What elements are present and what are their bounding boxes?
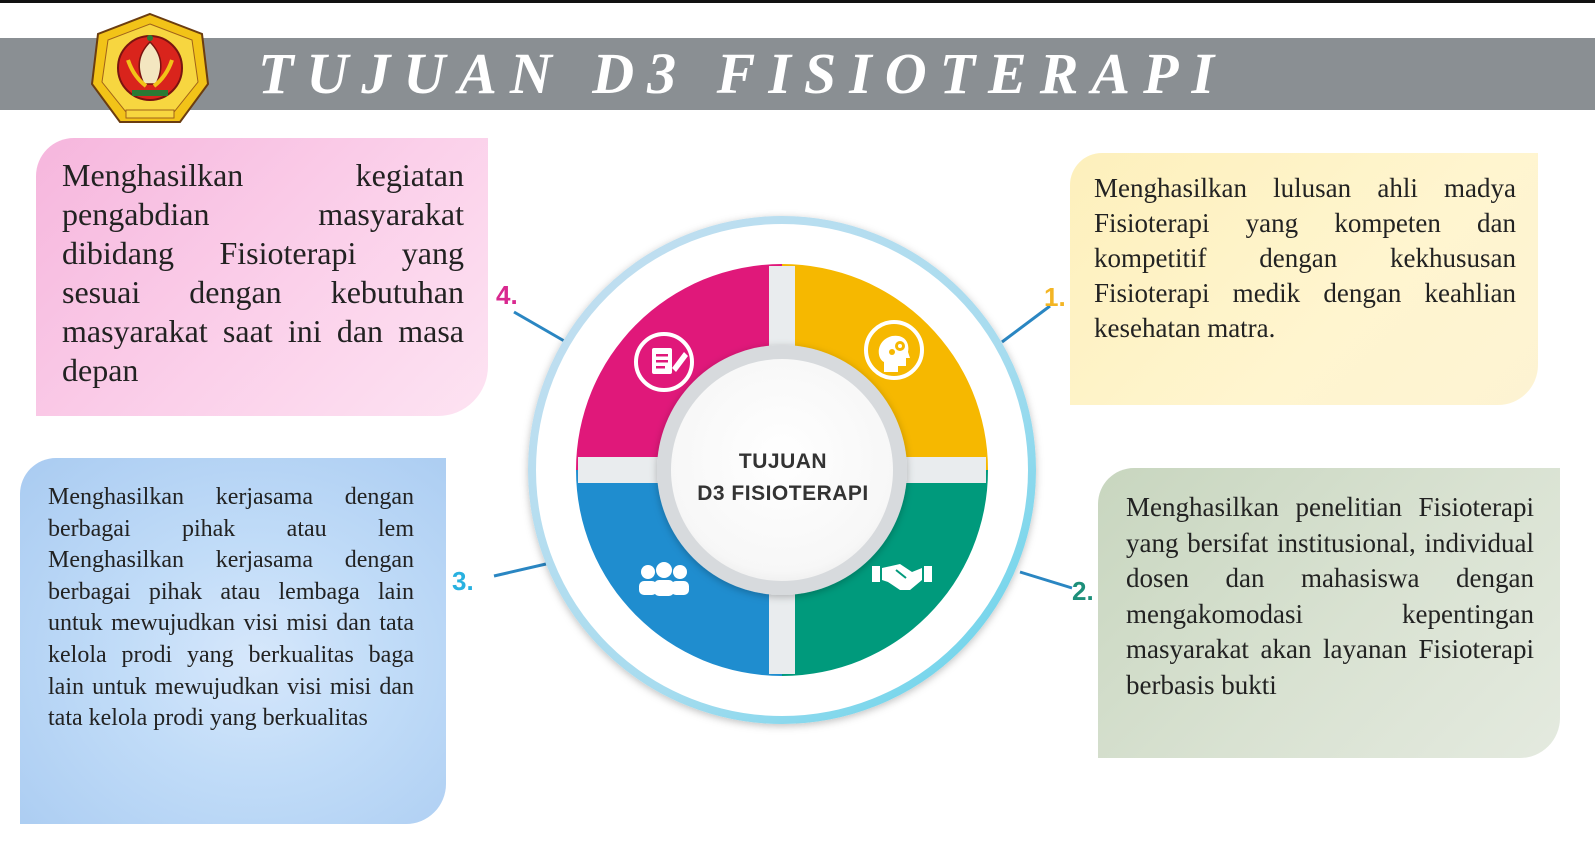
- center-label: [684, 446, 882, 510]
- connector-line-3: [494, 564, 546, 576]
- goal-text-box-4: Menghasilkan kegiatan pengabdian masyarakat dibidang Fisioterapi yang sesuai dengan kebutuhan masyarakat saat ini dan masa depan: [36, 138, 488, 416]
- goal-text-box-3: Menghasilkan kerjasama dengan berbagai pihak atau lem Menghasilkan kerjasama dengan berbagai pihak atau lembaga lain untuk mewujudkan visi misi dan tata kelola prodi yang berkualitas baga lain untuk mewujudkan visi misi dan tata kelola prodi yang berkualitas: [20, 458, 446, 824]
- head-gears-icon: [866, 322, 922, 378]
- connector-line-4: [514, 312, 566, 342]
- goal-text-box-2: Menghasilkan penelitian Fisioterapi yang bersifat institusional, individual dosen dan mahasiswa dengan mengakomodasi kepentingan masyarakat akan layanan Fisioterapi berbasis bukti: [1098, 468, 1560, 758]
- document-edit-icon: [636, 334, 692, 390]
- goal-number-3: 3.: [452, 566, 474, 596]
- goal-number-1: 1.: [1044, 282, 1066, 312]
- connector-line-1: [1002, 306, 1050, 342]
- goal-text-box-1: Menghasilkan lulusan ahli madya Fisioterapi yang kompeten dan kompetitif dengan kekhususan Fisioterapi medik dengan keahlian kesehatan matra.: [1070, 153, 1538, 405]
- goal-number-4: 4.: [496, 280, 518, 310]
- page-title: TUJUAN D3 FISIOTERAPI: [258, 41, 1228, 106]
- center-label-line1: TUJUAN: [738, 450, 828, 473]
- goal-number-2: 2.: [1072, 576, 1094, 606]
- connector-line-2: [1020, 572, 1072, 588]
- center-label-line2: D3 FISIOTERAPI: [697, 482, 869, 505]
